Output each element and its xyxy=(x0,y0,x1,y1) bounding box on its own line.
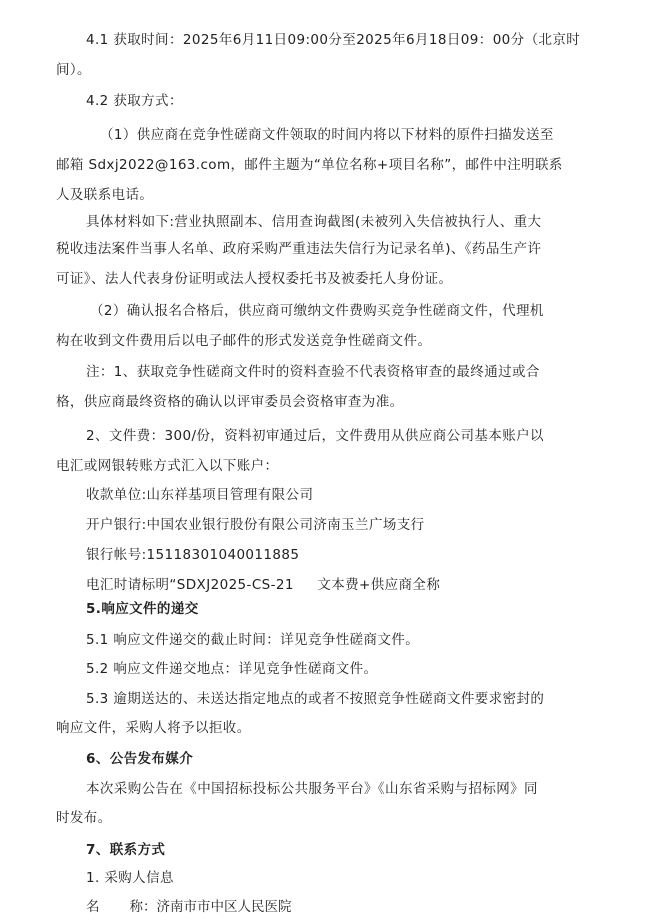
materials-line-1: 具体材料如下:营业执照副本、信用查询截图(未被列入失信被执行人、重大 xyxy=(86,214,542,230)
remit-note-line: 电汇时请标明“SDXJ2025-CS-21 文本费+供应商全称 xyxy=(86,577,441,593)
name-label-second: 称： xyxy=(129,899,157,915)
payee-line: 收款单位:山东祥基项目管理有限公司 xyxy=(86,487,314,503)
purchaser-name-row xyxy=(86,898,660,916)
name-label-first: 名 xyxy=(86,899,100,915)
method-1-line-3: 人及联系电话。 xyxy=(56,187,154,203)
purchaser-info-heading: 1. 采购人信息 xyxy=(86,870,174,886)
method-1-line-2: 邮箱 Sdxj2022@163.com，邮件主题为“单位名称+项目名称”，邮件中注明联系 xyxy=(56,157,563,173)
media-line-1: 本次采购公告在《中国招标投标公共服务平台》《山东省采购与招标网》同 xyxy=(86,781,538,797)
method-2-line-2: 构在收到文件费用后以电子邮件的形式发送竞争性磋商文件。 xyxy=(56,333,432,349)
section-4-1-line-2: 间）。 xyxy=(56,62,91,78)
materials-line-3: 可证》、法人代表身份证明或法人授权委托书及被委托人身份证。 xyxy=(56,271,453,287)
method-1-line-1: （1）供应商在竞争性磋商文件领取的时间内将以下材料的原件扫描发送至 xyxy=(100,127,554,143)
note-line-1: 注：1、获取竞争性磋商文件时的资料查验不代表资格审查的最终通过或合 xyxy=(86,364,540,380)
section-5-3-line-2: 响应文件，采购人将予以拒收。 xyxy=(56,720,251,736)
fee-line-2: 电汇或网银转账方式汇入以下账户： xyxy=(56,458,279,474)
bank-line: 开户银行:中国农业银行股份有限公司济南玉兰广场支行 xyxy=(86,517,425,533)
section-4-1-line-1: 4.1 获取时间：2025年6月11日09:00分至2025年6月18日09：00分（北京时 xyxy=(86,32,581,48)
purchaser-name-value: 济南市市中区人民医院 xyxy=(156,899,292,915)
materials-line-2: 税收违法案件当事人名单、政府采购严重违法失信行为记录名单)、《药品生产许 xyxy=(56,241,542,257)
media-line-2: 时发布。 xyxy=(56,810,112,826)
fee-line-1: 2、文件费：300/份，资料初审通过后，文件费用从供应商公司基本账户以 xyxy=(86,428,544,444)
section-5-2-line: 5.2 响应文件递交地点：详见竞争性磋商文件。 xyxy=(86,661,378,677)
section-5-heading: 5.响应文件的递交 xyxy=(86,601,199,617)
note-line-2: 格，供应商最终资格的确认以评审委员会资格审查为准。 xyxy=(56,394,404,410)
section-5-1-line: 5.1 响应文件递交的截止时间：详见竞争性磋商文件。 xyxy=(86,632,420,648)
section-7-heading: 7、联系方式 xyxy=(86,842,166,858)
account-line: 银行帐号:15118301040011885 xyxy=(86,547,300,563)
section-4-2-heading: 4.2 获取方式： xyxy=(86,93,183,109)
section-5-3-line-1: 5.3 逾期送达的、未送达指定地点的或者不按照竞争性磋商文件要求密封的 xyxy=(86,691,545,707)
section-6-heading: 6、公告发布媒介 xyxy=(86,751,194,767)
method-2-line-1: （2）确认报名合格后，供应商可缴纳文件费购买竞争性磋商文件，代理机 xyxy=(90,303,544,319)
